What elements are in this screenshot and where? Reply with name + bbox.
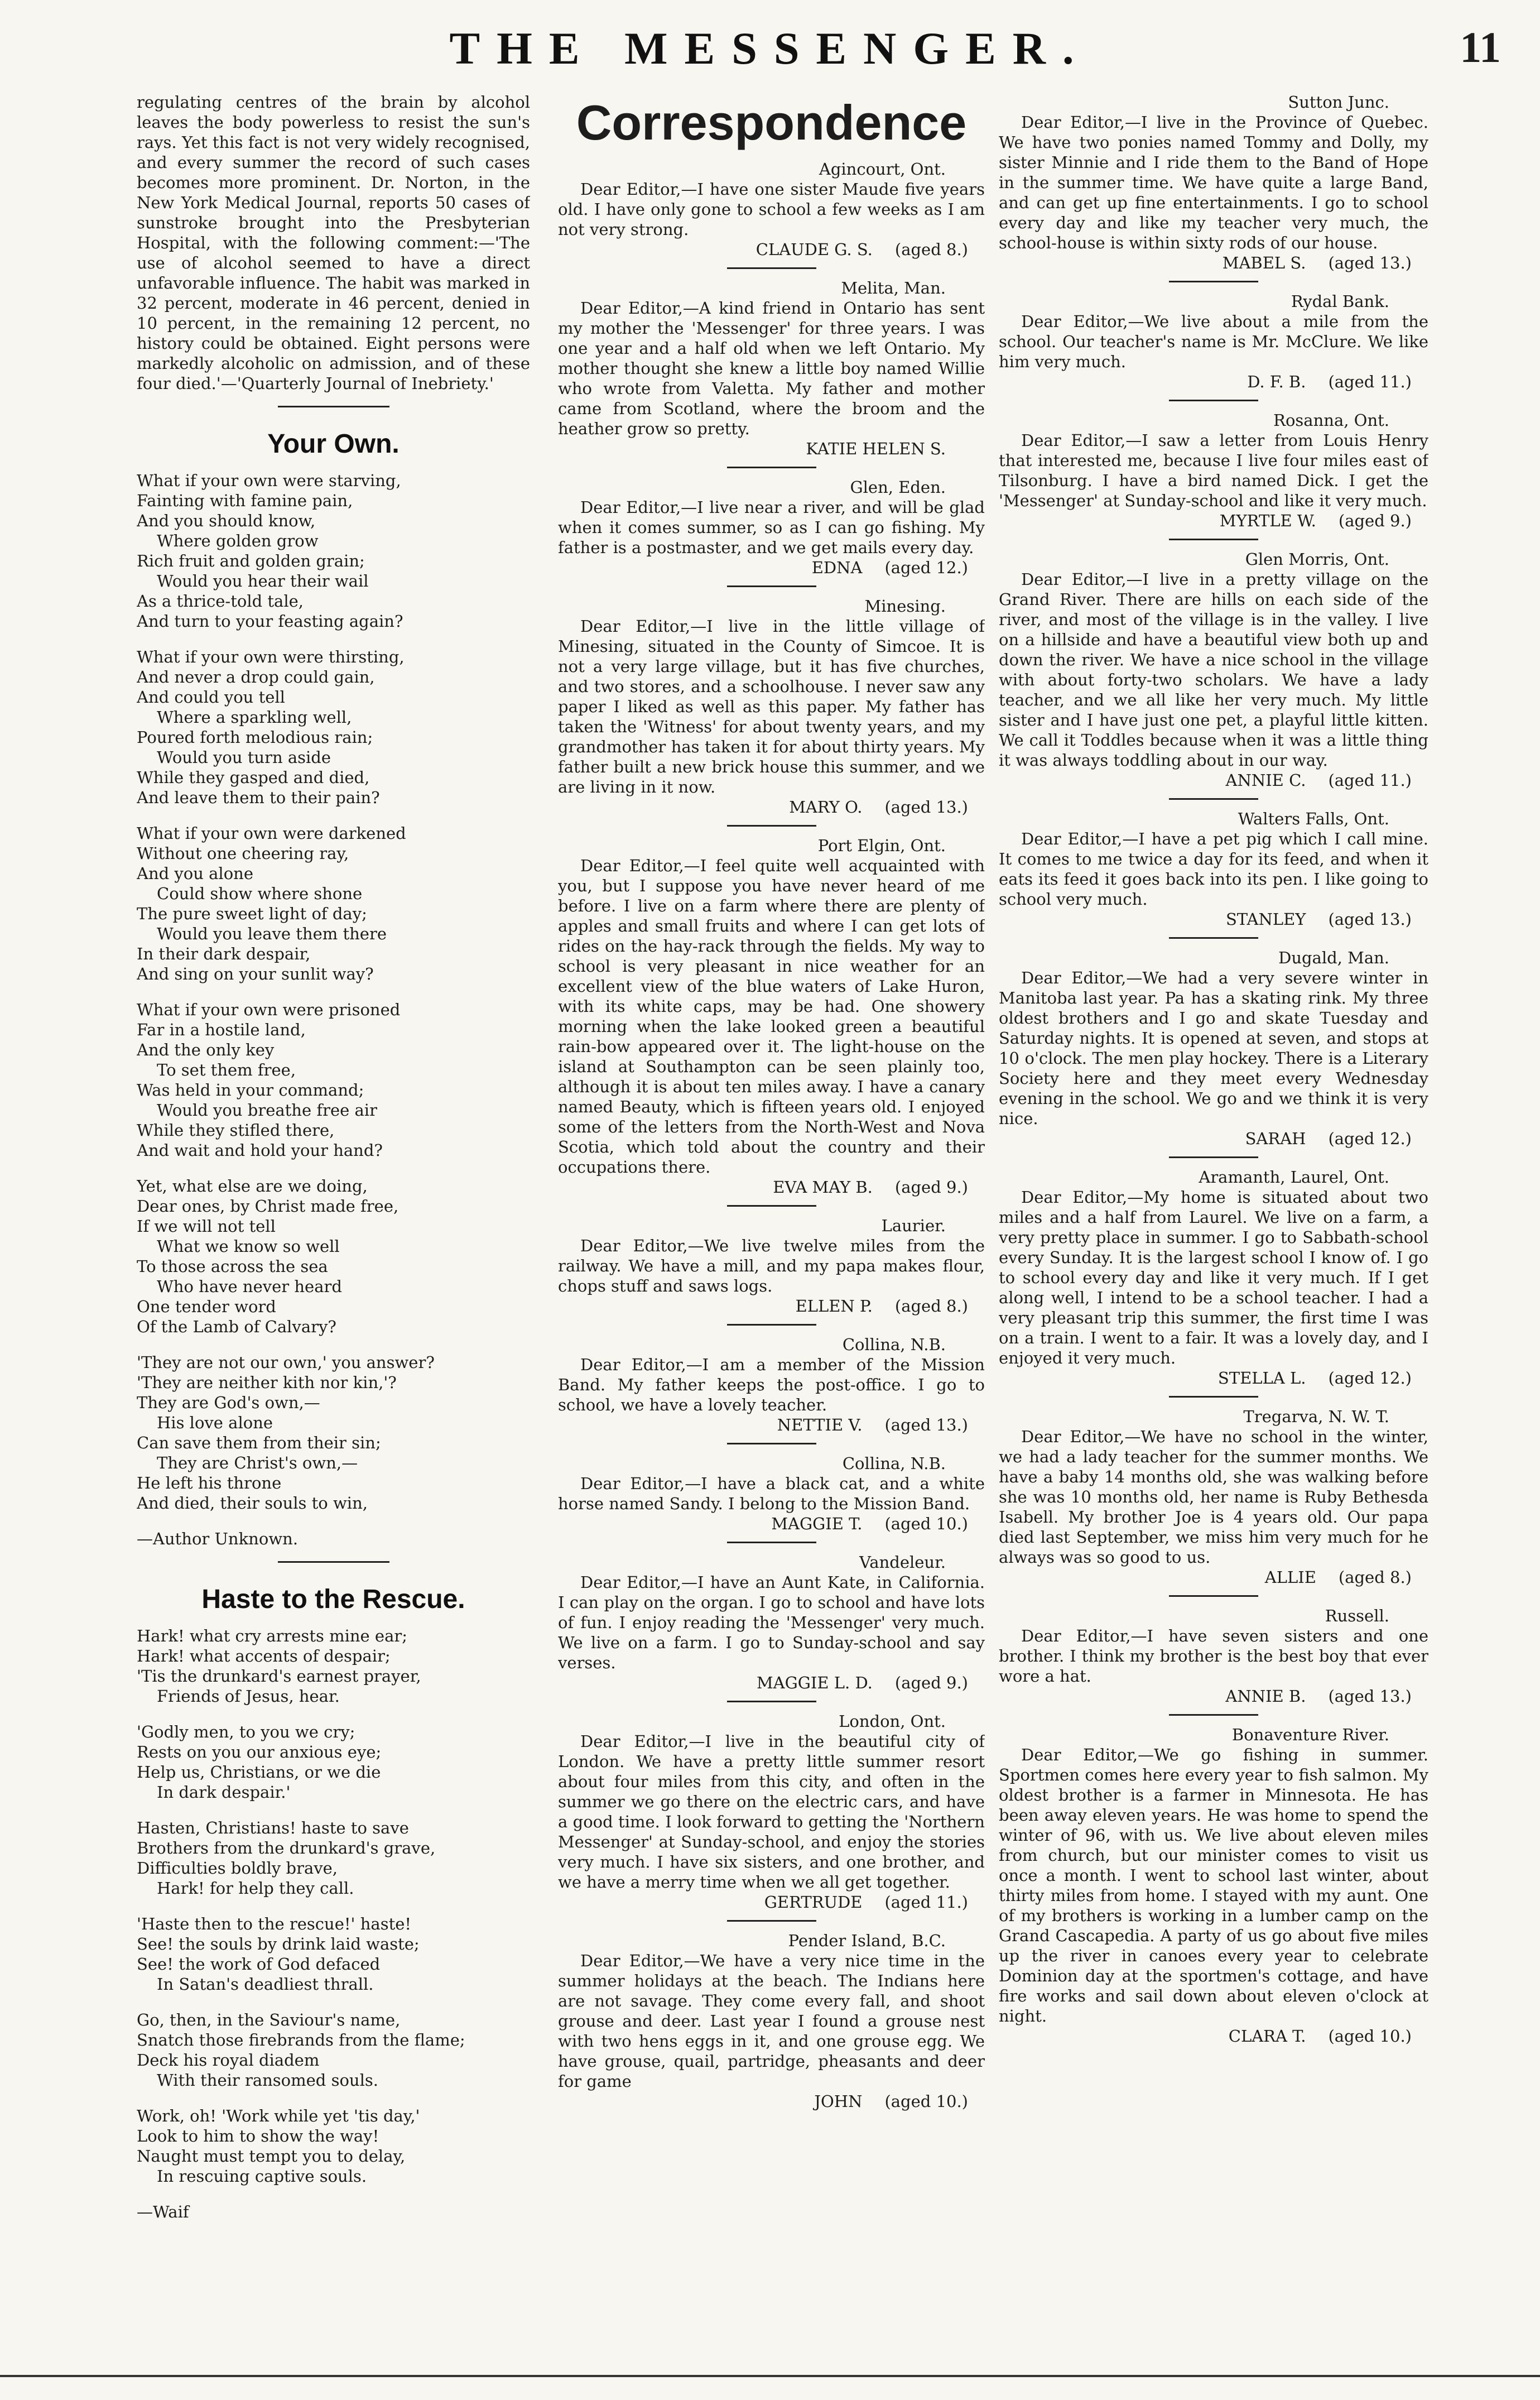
poem-line: And the only key xyxy=(137,1040,275,1059)
letter xyxy=(999,1725,1428,2046)
poem-your-own xyxy=(137,471,530,1513)
letter-author-age: (aged 11.) xyxy=(884,1893,968,1912)
letter-divider xyxy=(727,1542,816,1543)
poem-line: What we know so well xyxy=(157,1237,340,1256)
letter-place: Russell. xyxy=(1325,1606,1389,1625)
page-bottom-rule xyxy=(0,2375,1540,2377)
poem-stanza xyxy=(137,1818,530,1898)
letter-body: Dear Editor,—We live twelve miles from the railway. We have a mill, and my papa makes flour, chops stuff and saws logs. xyxy=(558,1236,985,1295)
poem-line: And you alone xyxy=(137,864,254,883)
poem-line: While they stifled there, xyxy=(137,1121,335,1140)
poem-line: In Satan's deadliest thrall. xyxy=(157,1975,374,1994)
letter-divider xyxy=(1169,281,1258,282)
letter-author: ELLEN P. xyxy=(795,1297,873,1316)
letter-body: Dear Editor,—I have an Aunt Kate, in California. I can play on the organ. I go to school and have lots of fun. I enjoy reading the 'Messenger' very much. We live on a farm. I go to Sunday-school and say verses. xyxy=(558,1573,985,1672)
letter-divider xyxy=(727,585,816,587)
poem-line: Rich fruit and golden grain; xyxy=(137,551,365,570)
letter-place: Laurier. xyxy=(881,1216,946,1235)
letter-signature xyxy=(558,239,985,260)
letter-place: Walters Falls, Ont. xyxy=(1238,809,1389,828)
poem-line: Would you hear their wail xyxy=(157,572,369,591)
poem-line: Hark! what cry arrests mine ear; xyxy=(137,1626,407,1645)
poem-stanza xyxy=(137,2106,530,2186)
poem-line: And leave them to their pain? xyxy=(137,788,380,807)
poem-line: Could show where shone xyxy=(157,884,363,903)
poem-stanza xyxy=(137,647,530,808)
letter-body: Dear Editor,—A kind friend in Ontario has sent my mother the 'Messenger' for three years. I was one year and a half old when we left Ontario. My mother thought she knew a little boy named Willie who wrote from Valetta. My father and mother came from Scotland, where the broom and the heather grow so pretty. xyxy=(558,299,985,438)
letter-author-age: (aged 10.) xyxy=(884,2092,968,2111)
poem-line: Difficulties boldly brave, xyxy=(137,1859,338,1878)
poem-line: What if your own were darkened xyxy=(137,824,406,843)
page-number: 11 xyxy=(1460,23,1501,71)
poem-line: Where a sparkling well, xyxy=(157,708,352,727)
poem-title-your-own: Your Own. xyxy=(267,429,400,459)
letter xyxy=(558,1453,985,1543)
poem-line: In their dark despair, xyxy=(137,944,311,963)
letter xyxy=(558,1711,985,1922)
poem-line: 'Godly men, to you we cry; xyxy=(137,1722,355,1741)
letter-place: Pender Island, B.C. xyxy=(788,1931,946,1950)
middle-column xyxy=(558,92,985,2358)
letter-signature xyxy=(999,1567,1428,1587)
letter xyxy=(558,278,985,468)
letter-author: MAGGIE T. xyxy=(771,1514,863,1533)
poem-line: Would you turn aside xyxy=(157,748,331,767)
poem-line: Deck his royal diadem xyxy=(137,2051,320,2070)
letter-divider xyxy=(1169,1595,1258,1597)
section-divider xyxy=(278,406,389,407)
letter-author: MARY O. xyxy=(789,798,863,817)
letter-author-age: (aged 8.) xyxy=(894,240,968,259)
poem-line: They are God's own,— xyxy=(137,1393,320,1412)
poem-stanza xyxy=(137,823,530,984)
letter-body: Dear Editor,—I feel quite well acquainted with you, but I suppose you have never heard of me before. I live on a farm where there are plenty of apples and small fruits and where I can get lots of rides on the hay-rack through the fields. My way to school is very pleasant in nice weather for an excellent view of the blue waters of Lake Huron, with its white caps, may be had. One showery morning when the lake looked green a beautiful rain-bow appeared over it. The light-house on the island at Southampton can be seen plainly too, although it is about ten miles away. I have a canary named Beauty, which is fifteen years old. I enjoyed some of the letters from the North-West and Nova Scotia, which told about the country and their occupations there. xyxy=(558,856,985,1177)
letter-body: Dear Editor,—I have a black cat, and a white horse named Sandy. I belong to the Mission Band. xyxy=(558,1474,985,1513)
letter-place: Agincourt, Ont. xyxy=(819,160,946,179)
poem-stanza xyxy=(137,1914,530,1994)
letter-signature xyxy=(558,1514,985,1534)
correspondence-heading: Correspondence xyxy=(576,95,967,150)
article-continuation: regulating centres of the brain by alcohol leaves the body powerless to resist the sun's rays. Yet this fact is not very widely recognised, and every summer the record of such cases becomes more prominent. Dr. Norton, in the New York Medical Journal, reports 50 cases of sunstroke brought into the Presbyterian Hospital, with the following comment:—'The use of alcohol seemed to have a direct unfavorable influence. The habit was marked in 32 percent, moderate in 46 percent, denied in 10 percent, in the remaining 12 percent, no history could be obtained. Eight persons were markedly alcoholic on admission, and of these four died.'—'Quarterly Journal of Inebriety.' xyxy=(137,93,530,393)
poem-line: What if your own were prisoned xyxy=(137,1000,401,1019)
poem-line: One tender word xyxy=(137,1297,276,1316)
letter-place: Dugald, Man. xyxy=(1278,948,1389,967)
letter-body: Dear Editor,—I live in the Province of Quebec. We have two ponies named Tommy and Dolly, my sister Minnie and I ride them to the Band of Hope in the summer time. We have quite a large Band, and can get up fine entertainments. I go to school every day and like my teacher very much, the school-house is within sixty rods of our house. xyxy=(999,113,1428,252)
letter xyxy=(558,1552,985,1702)
poem-line: Would you breathe free air xyxy=(157,1101,377,1120)
letter-signature xyxy=(558,1415,985,1435)
letter-place: Melita, Man. xyxy=(841,279,946,297)
poem-line: And died, their souls to win, xyxy=(137,1494,368,1513)
letter-divider xyxy=(727,1920,816,1922)
letter-place: Port Elgin, Ont. xyxy=(817,836,946,855)
letter-author-age: (aged 13.) xyxy=(884,798,968,817)
poem-line: 'Haste then to the rescue!' haste! xyxy=(137,1914,412,1933)
letter-place: Glen, Eden. xyxy=(850,478,946,497)
poem-line: Hasten, Christians! haste to save xyxy=(137,1818,409,1837)
poem-line: They are Christ's own,— xyxy=(157,1453,358,1472)
letter-author: EDNA xyxy=(811,558,863,577)
letter-author-age: (aged 11.) xyxy=(1328,771,1412,790)
letter-body: Dear Editor,—We had a very severe winter in Manitoba last year. Pa has a skating rink. My three oldest brothers and I go and skate Tuesday and Saturday nights. It is opened at seven, and stops at 10 o'clock. The men play hockey. There is a Literary Society here and they meet every Wednesday evening in the school. We go and we think it is very nice. xyxy=(999,968,1428,1128)
poem-line: And never a drop could gain, xyxy=(137,668,375,687)
letter-author: ALLIE xyxy=(1264,1568,1316,1587)
letter-author: STANLEY xyxy=(1225,910,1306,929)
letter-divider xyxy=(727,825,816,827)
poem-stanza xyxy=(137,1176,530,1337)
letter-body: Dear Editor,—I live near a river, and will be glad when it comes summer, so as I can go fishing. My father is a postmaster, and we get mails every day. xyxy=(558,498,985,557)
poem-haste-to-the-rescue xyxy=(137,1626,530,2186)
newspaper-title: THE MESSENGER. xyxy=(449,23,1091,74)
letter-body: Dear Editor,—We have a very nice time in the summer holidays at the beach. The Indians here are not savage. They come every fall, and shoot grouse and deer. Last year I found a grouse nest with two hens eggs in it, and one grouse egg. We have grouse, quail, partridge, pheasants and deer for game xyxy=(558,1951,985,2091)
poem-stanza xyxy=(137,1000,530,1160)
letter-author: EVA MAY B. xyxy=(773,1178,873,1197)
letter-author-age: (aged 13.) xyxy=(1328,910,1412,929)
poem-title-haste: Haste to the Rescue. xyxy=(201,1585,465,1614)
letter xyxy=(999,410,1428,540)
letter-signature xyxy=(999,253,1428,273)
letter xyxy=(999,92,1428,282)
poem-line: See! the work of God defaced xyxy=(137,1955,381,1974)
letter-divider xyxy=(727,467,816,468)
poem-line: Can save them from their sin; xyxy=(137,1433,381,1452)
letter-author-age: (aged 9.) xyxy=(894,1673,968,1692)
letter-place: Collina, N.B. xyxy=(842,1454,946,1473)
letter xyxy=(558,1216,985,1326)
letter-author-age: (aged 13.) xyxy=(1328,253,1412,272)
letter-divider xyxy=(1169,539,1258,540)
letter-place: Aramanth, Laurel, Ont. xyxy=(1199,1168,1389,1187)
letter-author-age: (aged 13.) xyxy=(884,1415,968,1434)
letter-body: Dear Editor,—I have a pet pig which I call mine. It comes to me twice a day for its feed, and when it eats its feed it goes back into its pen. I like going to school very much. xyxy=(999,829,1428,909)
letter-author: D. F. B. xyxy=(1247,372,1306,391)
letter-author-age: (aged 11.) xyxy=(1328,372,1412,391)
letter xyxy=(558,836,985,1207)
poem-line: Without one cheering ray, xyxy=(137,844,349,863)
letter-place: Tregarva, N. W. T. xyxy=(1243,1407,1389,1426)
letter-place: Sutton Junc. xyxy=(1288,93,1389,112)
poem-line: Of the Lamb of Calvary? xyxy=(137,1317,336,1336)
masthead xyxy=(0,22,1540,84)
poem-line: 'They are neither kith nor kin,'? xyxy=(137,1373,397,1392)
poem-stanza xyxy=(137,2010,530,2090)
letter-author: GERTRUDE xyxy=(764,1893,863,1912)
poem-line: Friends of Jesus, hear. xyxy=(157,1687,340,1706)
poem-line: In dark despair.' xyxy=(157,1783,291,1802)
letter-author: ANNIE B. xyxy=(1225,1687,1306,1706)
letter xyxy=(999,1167,1428,1398)
letter-signature xyxy=(999,1686,1428,1706)
letter-divider xyxy=(1169,798,1258,800)
poem-line: What if your own were thirsting, xyxy=(137,647,405,666)
letter xyxy=(999,549,1428,800)
letter-body: Dear Editor,—My home is situated about two miles and a half from Laurel. We live on a farm, a very pretty place in summer. I go to Sabbath-school every Sunday. It is the largest school I know of. I go to school every day and like it very much. If I get along well, I intend to be a school teacher. I had a very pleasant trip this summer, the first time I was on a train. I went to a fair. It was a lovely day, and I enjoyed it very much. xyxy=(999,1188,1428,1367)
letter-body: Dear Editor,—I saw a letter from Louis Henry that interested me, because I live four miles east of Tilsonburg. I have a bird named Dick. I get the 'Messenger' at Sunday-school and like it very much. xyxy=(999,431,1428,510)
poem-line: Dear ones, by Christ made free, xyxy=(137,1197,399,1216)
right-column xyxy=(999,92,1428,2358)
letter xyxy=(558,1931,985,2111)
poem-stanza xyxy=(137,1722,530,1802)
letter-author: MABEL S. xyxy=(1222,253,1306,272)
letter-author: MAGGIE L. D. xyxy=(756,1673,873,1692)
letter-body: Dear Editor,—I have one sister Maude five years old. I have only gone to school a few weeks as I am not very strong. xyxy=(558,180,985,239)
poem-attribution: —Waif xyxy=(137,2202,189,2221)
letters-list xyxy=(999,92,1428,2046)
letter-author-age: (aged 9.) xyxy=(894,1178,968,1197)
letter-author-age: (aged 10.) xyxy=(1328,2027,1412,2046)
letter-author: CLARA T. xyxy=(1228,2027,1306,2046)
letter-place: Bonaventure River. xyxy=(1231,1725,1389,1744)
letter-signature xyxy=(999,372,1428,392)
poem-line: What if your own were starving, xyxy=(137,471,401,490)
letter-body: Dear Editor,—I live in a pretty village on the Grand River. There are hills on each side of the river, and most of the village is in the valley. I live on a hillside and have a beautiful view both up and down the river. We have a nice school in the village with about forty-two scholars. We have a lady teacher, and we all like her very much. My little sister and I have just one pet, a playful little kitten. We call it Toddles because when it was a little thing it was always toddling about in our way. xyxy=(999,570,1428,770)
letter-signature xyxy=(999,511,1428,531)
letter-place: London, Ont. xyxy=(839,1712,946,1731)
letter xyxy=(999,291,1428,401)
poem-line: Look to him to show the way! xyxy=(137,2127,379,2145)
poem-line: Help us, Christians, or we die xyxy=(137,1763,381,1782)
poem-line: Rests on you our anxious eye; xyxy=(137,1743,382,1761)
letter-signature xyxy=(558,558,985,578)
poem-line: He left his throne xyxy=(137,1473,282,1492)
letter-author-age: (aged 13.) xyxy=(1328,1687,1412,1706)
letter-place: Rosanna, Ont. xyxy=(1273,411,1389,430)
letter-signature xyxy=(558,797,985,817)
letter-divider xyxy=(1169,937,1258,939)
letter-body: Dear Editor,—We live about a mile from the school. Our teacher's name is Mr. McClure. We like him very much. xyxy=(999,312,1428,371)
letter xyxy=(999,809,1428,939)
letter-body: Dear Editor,—I live in the little village of Minesing, situated in the County of Simcoe. It is not a very large village, but it has five churches, and two stores, and a schoolhouse. I never saw any paper I liked as well as this paper. My father has taken the 'Witness' for about twenty years, and my grandmother has taken it for about thirty years. My father built a new brick house this summer, and we are living in it now. xyxy=(558,617,985,796)
letter-body: Dear Editor,—I am a member of the Mission Band. My father keeps the post-office. I go to school, we have a lovely teacher. xyxy=(558,1355,985,1414)
section-divider xyxy=(278,1561,389,1563)
letter-author: STELLA L. xyxy=(1217,1369,1306,1388)
letter-signature xyxy=(999,770,1428,790)
letter-signature xyxy=(558,439,985,459)
letter-divider xyxy=(1169,1156,1258,1158)
letter-signature xyxy=(999,909,1428,929)
poem-line: Fainting with famine pain, xyxy=(137,491,353,510)
letter-divider xyxy=(727,1324,816,1326)
letter-signature xyxy=(999,1368,1428,1388)
poem-line: Would you leave them there xyxy=(157,924,387,943)
letter-author-age: (aged 9.) xyxy=(1338,511,1412,530)
letter-signature xyxy=(999,2026,1428,2046)
poem-line: And turn to your feasting again? xyxy=(137,612,403,631)
letter-signature xyxy=(558,2091,985,2111)
letter-signature xyxy=(558,1296,985,1316)
letter-author: MYRTLE W. xyxy=(1219,511,1316,530)
letter-place: Rydal Bank. xyxy=(1291,292,1389,311)
poem-line: His love alone xyxy=(157,1413,273,1432)
letter-divider xyxy=(1169,1714,1258,1716)
letter-author-age: (aged 8.) xyxy=(1338,1568,1412,1587)
letter-author-age: (aged 12.) xyxy=(1328,1129,1412,1148)
poem-line: Hark! for help they call. xyxy=(157,1879,354,1898)
letter-divider xyxy=(727,267,816,269)
letter xyxy=(558,477,985,587)
letter-signature xyxy=(999,1129,1428,1149)
poem-stanza xyxy=(137,471,530,631)
poem-line: Naught must tempt you to delay, xyxy=(137,2147,406,2166)
poem-line: And could you tell xyxy=(137,688,285,707)
letter-divider xyxy=(727,1443,816,1444)
poem-line: To those across the sea xyxy=(137,1257,328,1276)
poem-line: In rescuing captive souls. xyxy=(157,2167,367,2186)
letter-place: Glen Morris, Ont. xyxy=(1245,550,1389,569)
letter-place: Collina, N.B. xyxy=(842,1335,946,1354)
letter-author-age: (aged 12.) xyxy=(1328,1369,1412,1388)
letter-signature xyxy=(558,1673,985,1693)
poem-stanza xyxy=(137,1626,530,1706)
poem-line: As a thrice-told tale, xyxy=(137,592,304,611)
poem-line: See! the souls by drink laid waste; xyxy=(137,1935,420,1953)
poem-line: While they gasped and died, xyxy=(137,768,370,787)
letter xyxy=(558,159,985,269)
letter-place: Vandeleur. xyxy=(859,1553,946,1572)
letter-signature xyxy=(558,1892,985,1912)
letter xyxy=(999,1407,1428,1597)
poem-line: Yet, what else are we doing, xyxy=(137,1177,368,1196)
letter xyxy=(558,1335,985,1444)
letter-author: ANNIE C. xyxy=(1225,771,1306,790)
letters-list xyxy=(558,159,985,2111)
letter xyxy=(999,948,1428,1158)
poem-line: With their ransomed souls. xyxy=(157,2071,378,2090)
letter-body: Dear Editor,—I have seven sisters and one brother. I think my brother is the best boy that ever wore a hat. xyxy=(999,1626,1428,1686)
poem-line: And you should know, xyxy=(137,511,316,530)
poem-line: Hark! what accents of despair; xyxy=(137,1647,391,1665)
poem-line: Poured forth melodious rain; xyxy=(137,728,373,747)
poem-line: If we will not tell xyxy=(137,1217,276,1236)
letter-body: Dear Editor,—We go fishing in summer. Sportmen comes here every year to fish salmon. My oldest brother is a farmer in Minnesota. He has been away eleven years. He was home to spend the winter of 96, with us. We live about eleven miles from church, but our minister comes to visit us once a month. I went to school last winter, about thirty miles from home. I stayed with my aunt. One of my brothers is working in a lumber camp on the Grand Cascapedia. A party of us go about five miles up the river in canoes every year to celebrate Dominion day at the sportmen's cottage, and have fire works and sail down about eleven o'clock at night. xyxy=(999,1745,1428,2025)
poem-line: Brothers from the drunkard's grave, xyxy=(137,1839,436,1857)
letter-body: Dear Editor,—We have no school in the winter, we had a lady teacher for the summer months. We have a baby 14 months old, she was walking before she was 10 months old, her name is Ruby Bethesda Isabell. My brother Joe is 4 years old. Our papa died last September, we miss him very much for he always was so good to us. xyxy=(999,1427,1428,1567)
letter-author: KATIE HELEN S. xyxy=(806,439,946,458)
poem-line: And wait and hold your hand? xyxy=(137,1141,383,1160)
letter-divider xyxy=(1169,400,1258,401)
poem-line: To set them free, xyxy=(157,1060,296,1079)
poem-line: Go, then, in the Saviour's name, xyxy=(137,2010,401,2029)
letter-divider xyxy=(727,1205,816,1207)
poem-attribution: —Author Unknown. xyxy=(137,1529,299,1548)
letter-divider xyxy=(727,1701,816,1702)
poem-line: Far in a hostile land, xyxy=(137,1020,306,1039)
poem-line: Work, oh! 'Work while yet 'tis day,' xyxy=(137,2106,420,2125)
letter-author: NETTIE V. xyxy=(777,1415,863,1434)
letter-author-age: (aged 12.) xyxy=(884,558,968,577)
poem-line: The pure sweet light of day; xyxy=(137,904,367,923)
letter-body: Dear Editor,—I live in the beautiful city of London. We have a pretty little summer resort about four miles from this city, and often in the summer we go there on the electric cars, and have a good time. I look forward to getting the 'Northern Messenger' at Sunday-school, and enjoy the stories very much. I have six sisters, and one brother, and we have a merry time when we all get together. xyxy=(558,1732,985,1892)
poem-line: 'Tis the drunkard's earnest prayer, xyxy=(137,1667,421,1686)
poem-line: 'They are not our own,' you answer? xyxy=(137,1353,435,1372)
letter xyxy=(999,1606,1428,1716)
poem-line: And sing on your sunlit way? xyxy=(137,964,374,983)
letter-author: JOHN xyxy=(814,2092,863,2111)
letter-divider xyxy=(1169,1396,1258,1398)
letter-author-age: (aged 8.) xyxy=(894,1297,968,1316)
left-column xyxy=(137,92,530,2358)
letter-author-age: (aged 10.) xyxy=(884,1514,968,1533)
poem-stanza xyxy=(137,1352,530,1513)
letter-signature xyxy=(558,1177,985,1197)
letter-author: SARAH xyxy=(1245,1129,1306,1148)
letter-place: Minesing. xyxy=(864,597,946,616)
poem-line: Was held in your command; xyxy=(137,1081,364,1100)
letter-author: CLAUDE G. S. xyxy=(755,240,873,259)
poem-line: Where golden grow xyxy=(157,531,319,550)
poem-line: Snatch those firebrands from the flame; xyxy=(137,2031,465,2049)
poem-line: Who have never heard xyxy=(157,1277,342,1296)
letter xyxy=(558,596,985,827)
